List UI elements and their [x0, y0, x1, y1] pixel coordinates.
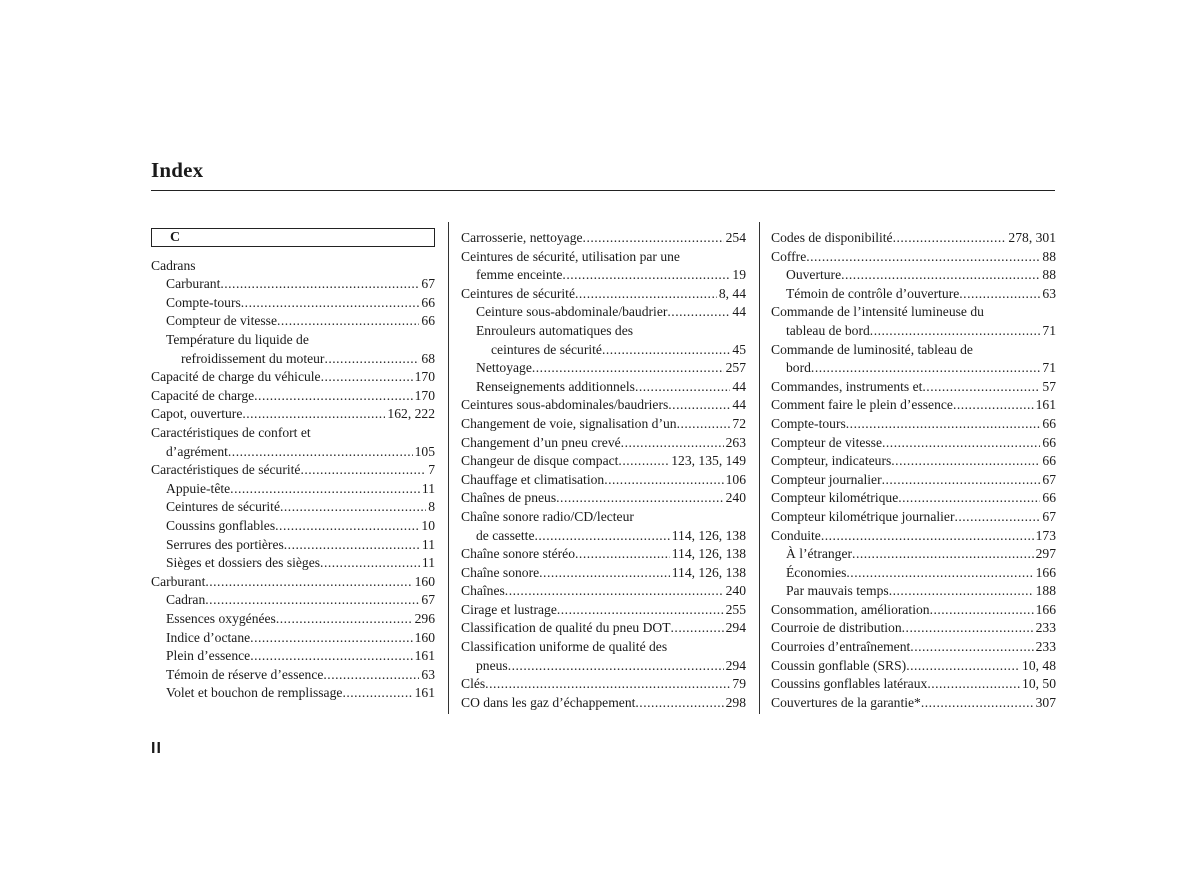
index-entry — [151, 647, 435, 666]
index-entry — [151, 517, 435, 536]
entry-term: Compteur de vitesse — [166, 313, 277, 329]
entry-term: Compte-tours — [771, 415, 846, 431]
index-entry — [461, 619, 746, 638]
dot-leader — [930, 601, 1034, 620]
index-column-2 — [461, 229, 746, 712]
entry-term: Carrosserie, nettoyage — [461, 230, 583, 245]
index-entry — [151, 405, 435, 424]
entry-term: Compteur kilométrique — [771, 490, 899, 506]
entry-term: Compte-tours — [166, 294, 241, 310]
entry-pages: 44 — [732, 378, 746, 394]
entry-pages: 45 — [732, 341, 746, 357]
dot-leader — [902, 619, 1034, 638]
dot-leader — [505, 582, 724, 601]
letter-box-spacer — [151, 229, 435, 257]
entry-pages: 68 — [421, 350, 435, 366]
dot-leader — [668, 396, 730, 415]
dot-leader — [635, 378, 730, 397]
entry-pages: 240 — [725, 583, 746, 599]
dot-leader — [324, 350, 419, 369]
entry-term: Changement d’un pneu crevé — [461, 434, 621, 450]
entry-term: Compteur, indicateurs — [771, 453, 892, 469]
index-entry — [771, 638, 1056, 657]
dot-leader — [882, 471, 1041, 490]
entry-pages: 166 — [1035, 564, 1056, 580]
entry-pages: 114, 126, 138 — [671, 564, 746, 580]
entry-term: Ceintures de sécurité — [166, 499, 280, 515]
index-entry — [151, 480, 435, 499]
dot-leader — [927, 675, 1020, 694]
entry-term: Capacité de charge du véhicule — [151, 369, 321, 385]
entry-term: Commandes, instruments et — [771, 378, 923, 394]
entry-pages: 72 — [732, 415, 746, 431]
section-letter: C — [170, 230, 181, 245]
entry-pages: 19 — [732, 267, 746, 283]
index-entry — [771, 285, 1056, 304]
index-entry — [461, 638, 746, 657]
index-entry — [151, 498, 435, 517]
dot-leader — [882, 434, 1040, 453]
entry-term: Témoin de contrôle d’ouverture — [786, 285, 960, 301]
index-entry — [151, 554, 435, 573]
index-entry — [771, 322, 1056, 341]
dot-leader — [539, 564, 670, 583]
dot-leader — [284, 536, 420, 555]
dot-leader — [254, 387, 412, 406]
entry-term: Capacité de charge — [151, 387, 255, 403]
index-entry — [771, 601, 1056, 620]
entry-pages: 170 — [414, 387, 435, 403]
dot-leader — [242, 405, 385, 424]
index-entry — [461, 303, 746, 322]
entry-pages: 114, 126, 138 — [671, 546, 746, 562]
dot-leader — [532, 359, 724, 378]
dot-leader — [953, 396, 1034, 415]
index-entry — [461, 694, 746, 713]
dot-leader — [841, 266, 1040, 285]
dot-leader — [250, 629, 412, 648]
entry-pages: 11 — [421, 555, 435, 571]
index-entry — [771, 564, 1056, 583]
index-entry — [461, 359, 746, 378]
entry-term: Plein d’essence — [166, 648, 251, 664]
dot-leader — [893, 229, 1007, 248]
entry-term: Indice d’octane — [166, 629, 251, 645]
entry-pages: 114, 126, 138 — [671, 527, 746, 543]
entry-term: Température du liquide de — [166, 332, 309, 348]
entry-pages: 161 — [1035, 397, 1056, 413]
dot-leader — [220, 275, 419, 294]
dot-leader — [205, 573, 412, 592]
index-entry — [151, 610, 435, 629]
entry-term: Cirage et lustrage — [461, 601, 557, 617]
entry-term: Commande de luminosité, tableau de — [771, 341, 973, 357]
entry-term: Témoin de réserve d’essence — [166, 666, 324, 682]
entry-pages: 67 — [421, 276, 435, 292]
dot-leader — [342, 684, 412, 703]
index-entry — [461, 285, 746, 304]
entry-term: Coffre — [771, 248, 807, 264]
entry-term: Consommation, amélioration — [771, 601, 930, 617]
entry-term: Carburant — [166, 276, 221, 292]
entry-pages: 105 — [414, 443, 435, 459]
dot-leader — [921, 694, 1034, 713]
entry-term: Économies — [786, 564, 847, 580]
entry-pages: 10 — [421, 518, 435, 533]
entry-term: Clés — [461, 676, 486, 692]
dot-leader — [954, 508, 1040, 527]
entry-pages: 63 — [1042, 285, 1056, 301]
entry-pages: 170 — [414, 369, 435, 385]
entry-term: Appuie-tête — [166, 480, 231, 496]
dot-leader — [575, 285, 717, 304]
index-entry — [461, 266, 746, 285]
dot-leader — [323, 666, 419, 685]
dot-leader — [602, 341, 730, 360]
index-entry — [151, 275, 435, 294]
entry-term: Chauffage et climatisation — [461, 471, 605, 487]
entry-pages: 71 — [1042, 360, 1056, 376]
entry-pages: 66 — [1042, 434, 1056, 450]
entry-term: Coussins gonflables — [166, 518, 276, 533]
entry-pages: 67 — [1042, 471, 1056, 487]
entry-pages: 257 — [725, 360, 746, 376]
entry-term: Essences oxygénées — [166, 610, 276, 626]
entry-term: Classification de qualité du pneu DOT — [461, 620, 671, 636]
dot-leader — [562, 266, 730, 285]
entry-term: Compteur de vitesse — [771, 434, 882, 450]
title-rule — [151, 190, 1055, 191]
dot-leader — [556, 489, 723, 508]
dot-leader — [821, 527, 1034, 546]
dot-leader — [280, 498, 426, 517]
column-divider — [448, 222, 449, 714]
entry-pages: 8, 44 — [718, 285, 746, 301]
entry-pages: 173 — [1035, 527, 1056, 543]
dot-leader — [906, 657, 1020, 676]
index-entry — [771, 452, 1056, 471]
entry-pages: 294 — [725, 657, 746, 673]
entry-term: Compteur journalier — [771, 471, 882, 487]
entry-pages: 10, 50 — [1022, 676, 1056, 692]
index-entry — [461, 322, 746, 341]
entry-pages: 298 — [725, 694, 746, 710]
index-entry — [461, 415, 746, 434]
entry-term: Cadran — [166, 592, 206, 608]
index-entry — [771, 415, 1056, 434]
entry-term: Caractéristiques de confort et — [151, 425, 311, 441]
entry-term: Chaîne sonore stéréo — [461, 546, 576, 562]
entry-term: Codes de disponibilité — [771, 230, 893, 245]
entry-pages: 123, 135, 149 — [671, 453, 746, 469]
index-entry — [771, 675, 1056, 694]
dot-leader — [891, 452, 1040, 471]
index-entry — [461, 341, 746, 360]
index-entry — [461, 471, 746, 490]
entry-pages: 233 — [1035, 639, 1056, 655]
entry-pages: 44 — [732, 304, 746, 320]
entry-term: Classification uniforme de qualité des — [461, 639, 668, 655]
entry-pages: 66 — [1042, 490, 1056, 506]
dot-leader — [300, 461, 426, 480]
index-entry — [771, 545, 1056, 564]
entry-pages: 79 — [732, 676, 746, 692]
index-entry — [151, 424, 435, 443]
entry-term: Conduite — [771, 527, 821, 543]
entry-pages: 297 — [1035, 546, 1056, 562]
dot-leader — [583, 229, 724, 248]
index-entry — [151, 331, 435, 350]
dot-leader — [508, 657, 724, 676]
entry-term: bord — [786, 360, 811, 376]
index-entry — [771, 619, 1056, 638]
index-entry — [461, 675, 746, 694]
dot-leader — [321, 368, 413, 387]
entry-term: Chaîne sonore radio/CD/lecteur — [461, 508, 634, 524]
entry-pages: 307 — [1035, 694, 1056, 710]
dot-leader — [604, 471, 723, 490]
dot-leader — [557, 601, 724, 620]
entry-term: Ceintures de sécurité — [461, 285, 575, 301]
dot-leader — [320, 554, 420, 573]
index-entry — [461, 527, 746, 546]
index-entry — [461, 452, 746, 471]
entry-term: femme enceinte — [476, 267, 563, 283]
entry-pages: 10, 48 — [1022, 657, 1056, 673]
entry-term: Sièges et dossiers des sièges — [166, 555, 321, 571]
entry-term: Serrures des portières — [166, 536, 284, 552]
dot-leader — [228, 443, 413, 462]
index-entry — [151, 312, 435, 331]
dot-leader — [870, 322, 1041, 341]
index-entry — [151, 387, 435, 406]
entry-pages: 66 — [421, 294, 435, 310]
index-entry — [461, 396, 746, 415]
dot-leader — [241, 294, 420, 313]
entry-term: Changement de voie, signalisation d’un — [461, 415, 677, 431]
entry-pages: 263 — [725, 434, 746, 450]
entry-pages: 294 — [725, 620, 746, 636]
index-entry — [461, 248, 746, 267]
entry-pages: 160 — [414, 573, 435, 589]
entry-term: À l’étranger — [786, 546, 853, 562]
entry-term: CO dans les gaz d’échappement — [461, 694, 636, 710]
entry-term: refroidissement du moteur — [181, 350, 325, 366]
index-entry — [771, 378, 1056, 397]
entry-term: Enrouleurs automatiques des — [476, 322, 634, 338]
dot-leader — [806, 248, 1040, 267]
entry-term: Courroies d’entraînement — [771, 639, 911, 655]
dot-leader — [277, 312, 419, 331]
dot-leader — [677, 415, 731, 434]
entry-pages: 66 — [421, 313, 435, 329]
entry-term: Caractéristiques de sécurité — [151, 462, 301, 478]
entry-pages: 11 — [421, 536, 435, 552]
index-entry — [771, 694, 1056, 713]
index-entry — [461, 434, 746, 453]
index-entry — [461, 378, 746, 397]
index-entry — [461, 564, 746, 583]
dot-leader — [852, 545, 1034, 564]
index-entry — [771, 527, 1056, 546]
entry-term: Coussins gonflables latéraux — [771, 676, 928, 692]
index-column-1 — [151, 229, 435, 703]
index-entry — [771, 396, 1056, 415]
entry-pages: 296 — [414, 610, 435, 626]
index-entry — [771, 341, 1056, 360]
entry-pages: 88 — [1042, 267, 1056, 283]
entry-term: Couvertures de la garantie* — [771, 694, 921, 710]
entry-pages: 63 — [421, 666, 435, 682]
entry-term: ceintures de sécurité — [491, 341, 602, 357]
entry-term: Ceinture sous-abdominale/baudrier — [476, 304, 668, 320]
entry-term: Changeur de disque compact — [461, 453, 619, 469]
entry-term: Capot, ouverture — [151, 406, 243, 422]
entry-pages: 166 — [1035, 601, 1056, 617]
dot-leader — [575, 545, 670, 564]
index-entry — [771, 489, 1056, 508]
entry-pages: 160 — [414, 629, 435, 645]
index-entry — [461, 489, 746, 508]
index-entry — [151, 684, 435, 703]
entry-pages: 66 — [1042, 415, 1056, 431]
dot-leader — [922, 378, 1040, 397]
index-entry — [151, 443, 435, 462]
index-entry — [461, 545, 746, 564]
dot-leader — [846, 564, 1033, 583]
column-divider — [759, 222, 760, 714]
entry-pages: 233 — [1035, 620, 1056, 636]
dot-leader — [671, 619, 724, 638]
entry-term: Ceintures sous-abdominales/baudriers — [461, 397, 669, 413]
index-entry — [461, 508, 746, 527]
index-entry — [151, 666, 435, 685]
entry-pages: 44 — [732, 397, 746, 413]
entry-pages: 106 — [725, 471, 746, 487]
dot-leader — [275, 517, 419, 536]
entry-term: d’agrément — [166, 443, 228, 459]
entry-pages: 11 — [421, 480, 435, 496]
index-entry — [151, 257, 435, 276]
page-title: Index — [151, 158, 204, 182]
index-entry — [151, 629, 435, 648]
dot-leader — [898, 489, 1040, 508]
entry-term: Cadrans — [151, 257, 196, 273]
entry-term: Commande de l’intensité lumineuse du — [771, 304, 984, 320]
entry-term: Ouverture — [786, 267, 842, 283]
index-entry — [771, 248, 1056, 267]
dot-leader — [910, 638, 1033, 657]
entry-term: de cassette — [476, 527, 535, 543]
dot-leader — [889, 582, 1034, 601]
entry-pages: 71 — [1042, 322, 1056, 338]
dot-leader — [621, 434, 724, 453]
entry-term: Renseignements additionnels — [476, 378, 635, 394]
entry-pages: 8 — [428, 499, 435, 515]
entry-term: Chaînes — [461, 583, 505, 599]
entry-term: Nettoyage — [476, 360, 532, 376]
entry-pages: 278, 301 — [1008, 230, 1056, 245]
entry-term: Chaîne sonore — [461, 564, 540, 580]
entry-term: Carburant — [151, 573, 206, 589]
entry-term: pneus — [476, 657, 508, 673]
entry-pages: 161 — [414, 685, 435, 701]
dot-leader — [250, 647, 412, 666]
entry-pages: 254 — [725, 230, 746, 245]
index-entry — [151, 536, 435, 555]
index-entry — [771, 359, 1056, 378]
entry-term: Chaînes de pneus — [461, 490, 557, 506]
entry-term: Volet et bouchon de remplissage — [166, 685, 343, 701]
index-entry — [461, 229, 746, 248]
entry-pages: 67 — [1042, 508, 1056, 524]
index-entry — [771, 303, 1056, 322]
entry-pages: 162, 222 — [387, 406, 435, 422]
index-entry — [461, 657, 746, 676]
entry-pages: 67 — [421, 592, 435, 608]
index-entry — [771, 229, 1056, 248]
index-entry — [771, 471, 1056, 490]
dot-leader — [205, 591, 419, 610]
entry-pages: 255 — [725, 601, 746, 617]
index-entry — [151, 294, 435, 313]
dot-leader — [635, 694, 723, 713]
dot-leader — [667, 303, 730, 322]
dot-leader — [811, 359, 1040, 378]
entry-pages: 188 — [1035, 583, 1056, 599]
entry-pages: 57 — [1042, 378, 1056, 394]
dot-leader — [276, 610, 413, 629]
entry-term: Ceintures de sécurité, utilisation par une — [461, 248, 680, 264]
dot-leader — [485, 675, 730, 694]
index-entry — [151, 573, 435, 592]
dot-leader — [230, 480, 420, 499]
index-entry — [151, 368, 435, 387]
entry-pages: 88 — [1042, 248, 1056, 264]
index-entry — [771, 508, 1056, 527]
index-entry — [461, 601, 746, 620]
entry-term: Coussin gonflable (SRS) — [771, 657, 907, 673]
entry-pages: 161 — [414, 648, 435, 664]
index-entry — [151, 350, 435, 369]
dot-leader — [618, 452, 669, 471]
index-entry — [461, 582, 746, 601]
entry-term: Par mauvais temps — [786, 583, 889, 599]
index-entry — [771, 582, 1056, 601]
entry-pages: 7 — [428, 462, 435, 478]
page-number: II — [151, 740, 162, 757]
entry-pages: 66 — [1042, 453, 1056, 469]
entry-term: Comment faire le plein d’essence — [771, 397, 953, 413]
index-entry — [151, 461, 435, 480]
index-entry — [151, 591, 435, 610]
entry-term: Courroie de distribution — [771, 620, 902, 636]
index-entry — [771, 266, 1056, 285]
entry-term: tableau de bord — [786, 322, 870, 338]
index-entry — [771, 434, 1056, 453]
index-column-3 — [771, 229, 1056, 712]
entry-term: Compteur kilométrique journalier — [771, 508, 955, 524]
dot-leader — [846, 415, 1041, 434]
dot-leader — [959, 285, 1040, 304]
entry-pages: 240 — [725, 490, 746, 506]
index-entry — [771, 657, 1056, 676]
dot-leader — [535, 527, 670, 546]
